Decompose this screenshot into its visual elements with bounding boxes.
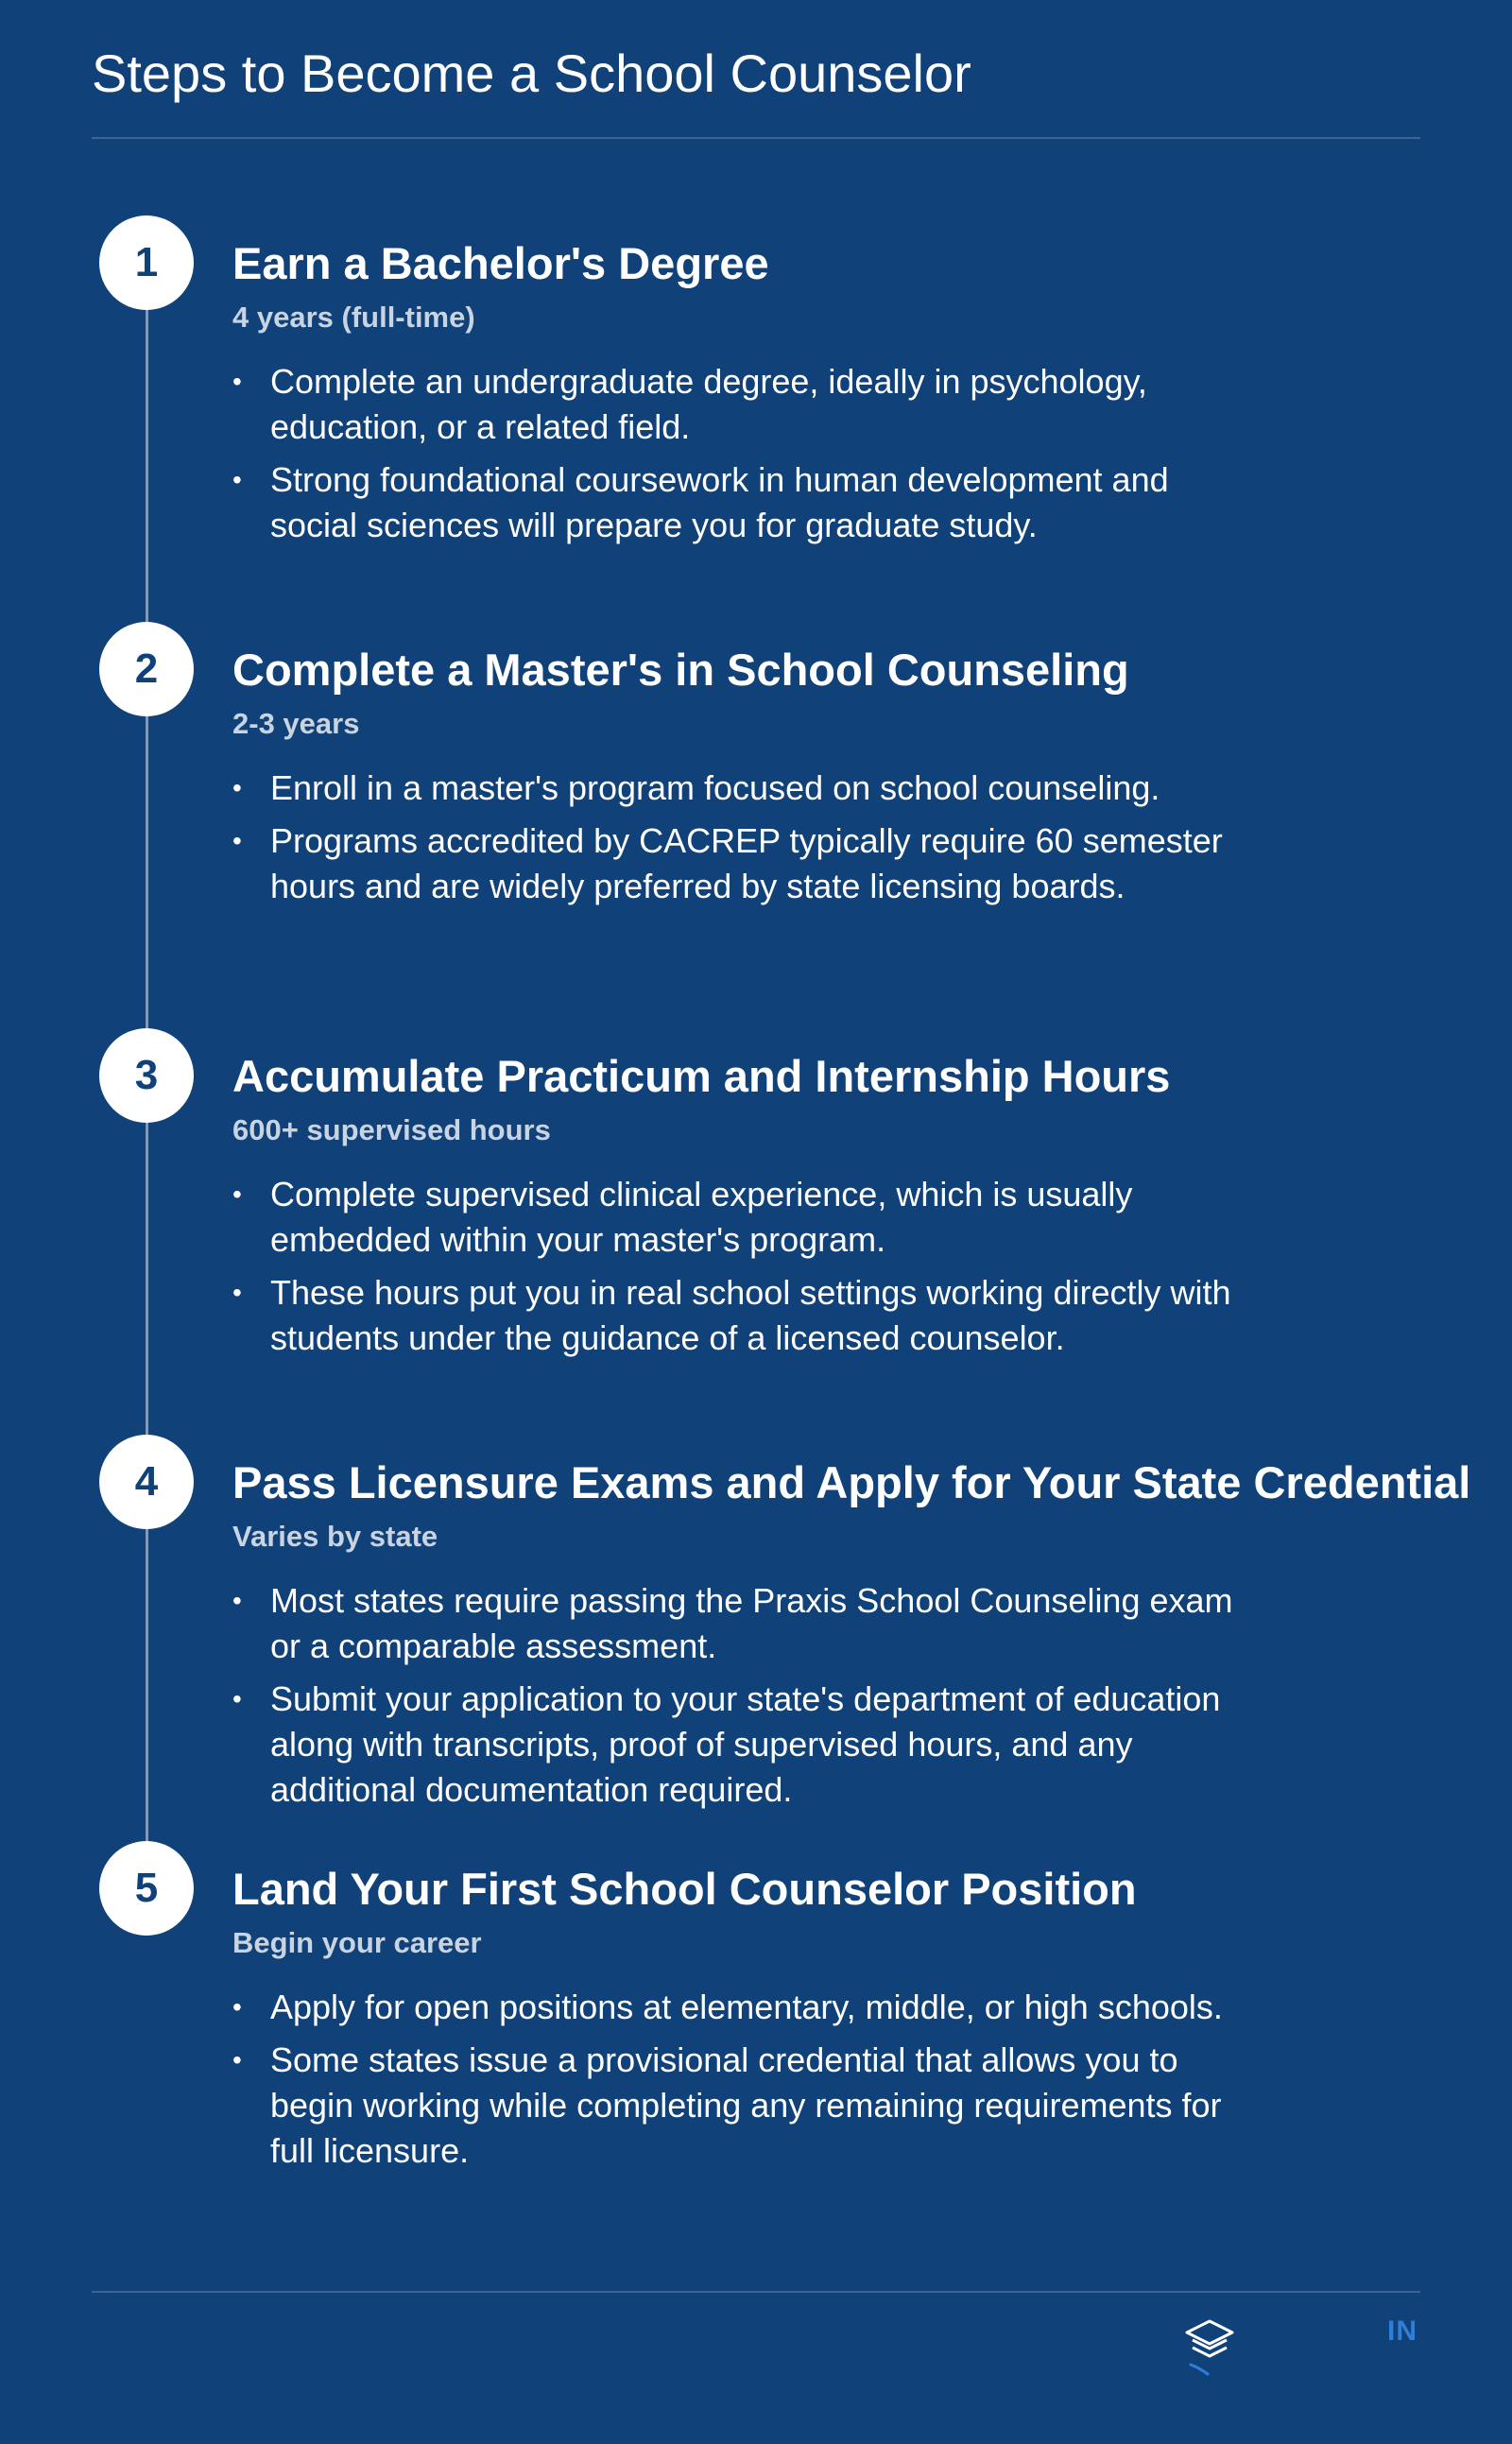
step-bullet: • Enroll in a master's program focused on school counseling.: [232, 766, 1253, 811]
step-bullet: • Complete supervised clinical experience, which is usually embedded within your master's program.: [232, 1172, 1253, 1263]
step-bullet: • Apply for open positions at elementary, middle, or high schools.: [232, 1985, 1253, 2030]
graduation-cap-icon: [1183, 2317, 1236, 2376]
step-duration: Varies by state: [232, 1520, 438, 1553]
step-bullet: • Strong foundational coursework in human development and social sciences will prepare you for graduate study.: [232, 457, 1253, 548]
step-duration: 4 years (full-time): [232, 301, 475, 334]
step-bullet: • Complete an undergraduate degree, ideally in psychology, education, or a related field.: [232, 359, 1253, 450]
step-duration: Begin your career: [232, 1926, 482, 1959]
step-bullet-list: [232, 1985, 1253, 2181]
step-number-badge: 5: [99, 1841, 194, 1936]
step-bullet-list: [232, 359, 1253, 556]
footer-divider: [92, 2291, 1420, 2293]
step-duration: 2-3 years: [232, 707, 360, 740]
step-bullet-list: [232, 1172, 1253, 1368]
step-title: Land Your First School Counselor Position: [232, 1864, 1137, 1914]
step-bullet-list: [232, 1578, 1253, 1820]
step-number-badge: 2: [99, 622, 194, 716]
step-title: Earn a Bachelor's Degree: [232, 238, 769, 288]
step-bullet: • Some states issue a provisional credential that allows you to begin working while completing any remaining requirements for full licensure.: [232, 2038, 1253, 2174]
step-bullet: • These hours put you in real school settings working directly with students under the guidance of a licensed counselor.: [232, 1270, 1253, 1361]
step-number-badge: 4: [99, 1435, 194, 1529]
logo-wordmark: IN: [1387, 2315, 1418, 2347]
page-title: Steps to Become a School Counselor: [92, 43, 971, 103]
header-divider: [92, 137, 1420, 139]
step-bullet: • Most states require passing the Praxis School Counseling exam or a comparable assessment.: [232, 1578, 1253, 1669]
step-duration: 600+ supervised hours: [232, 1113, 551, 1146]
step-bullet: • Submit your application to your state's department of education along with transcripts, proof of supervised hours, and any additional documentation required.: [232, 1677, 1253, 1813]
step-title: Complete a Master's in School Counseling: [232, 645, 1129, 695]
step-bullet-list: [232, 766, 1253, 917]
step-title: Pass Licensure Exams and Apply for Your State Credential: [232, 1457, 1471, 1507]
step-title: Accumulate Practicum and Internship Hours: [232, 1051, 1171, 1101]
step-bullet: • Programs accredited by CACREP typically require 60 semester hours and are widely preferred by state licensing boards.: [232, 818, 1253, 909]
step-number-badge: 3: [99, 1028, 194, 1123]
step-number-badge: 1: [99, 215, 194, 310]
